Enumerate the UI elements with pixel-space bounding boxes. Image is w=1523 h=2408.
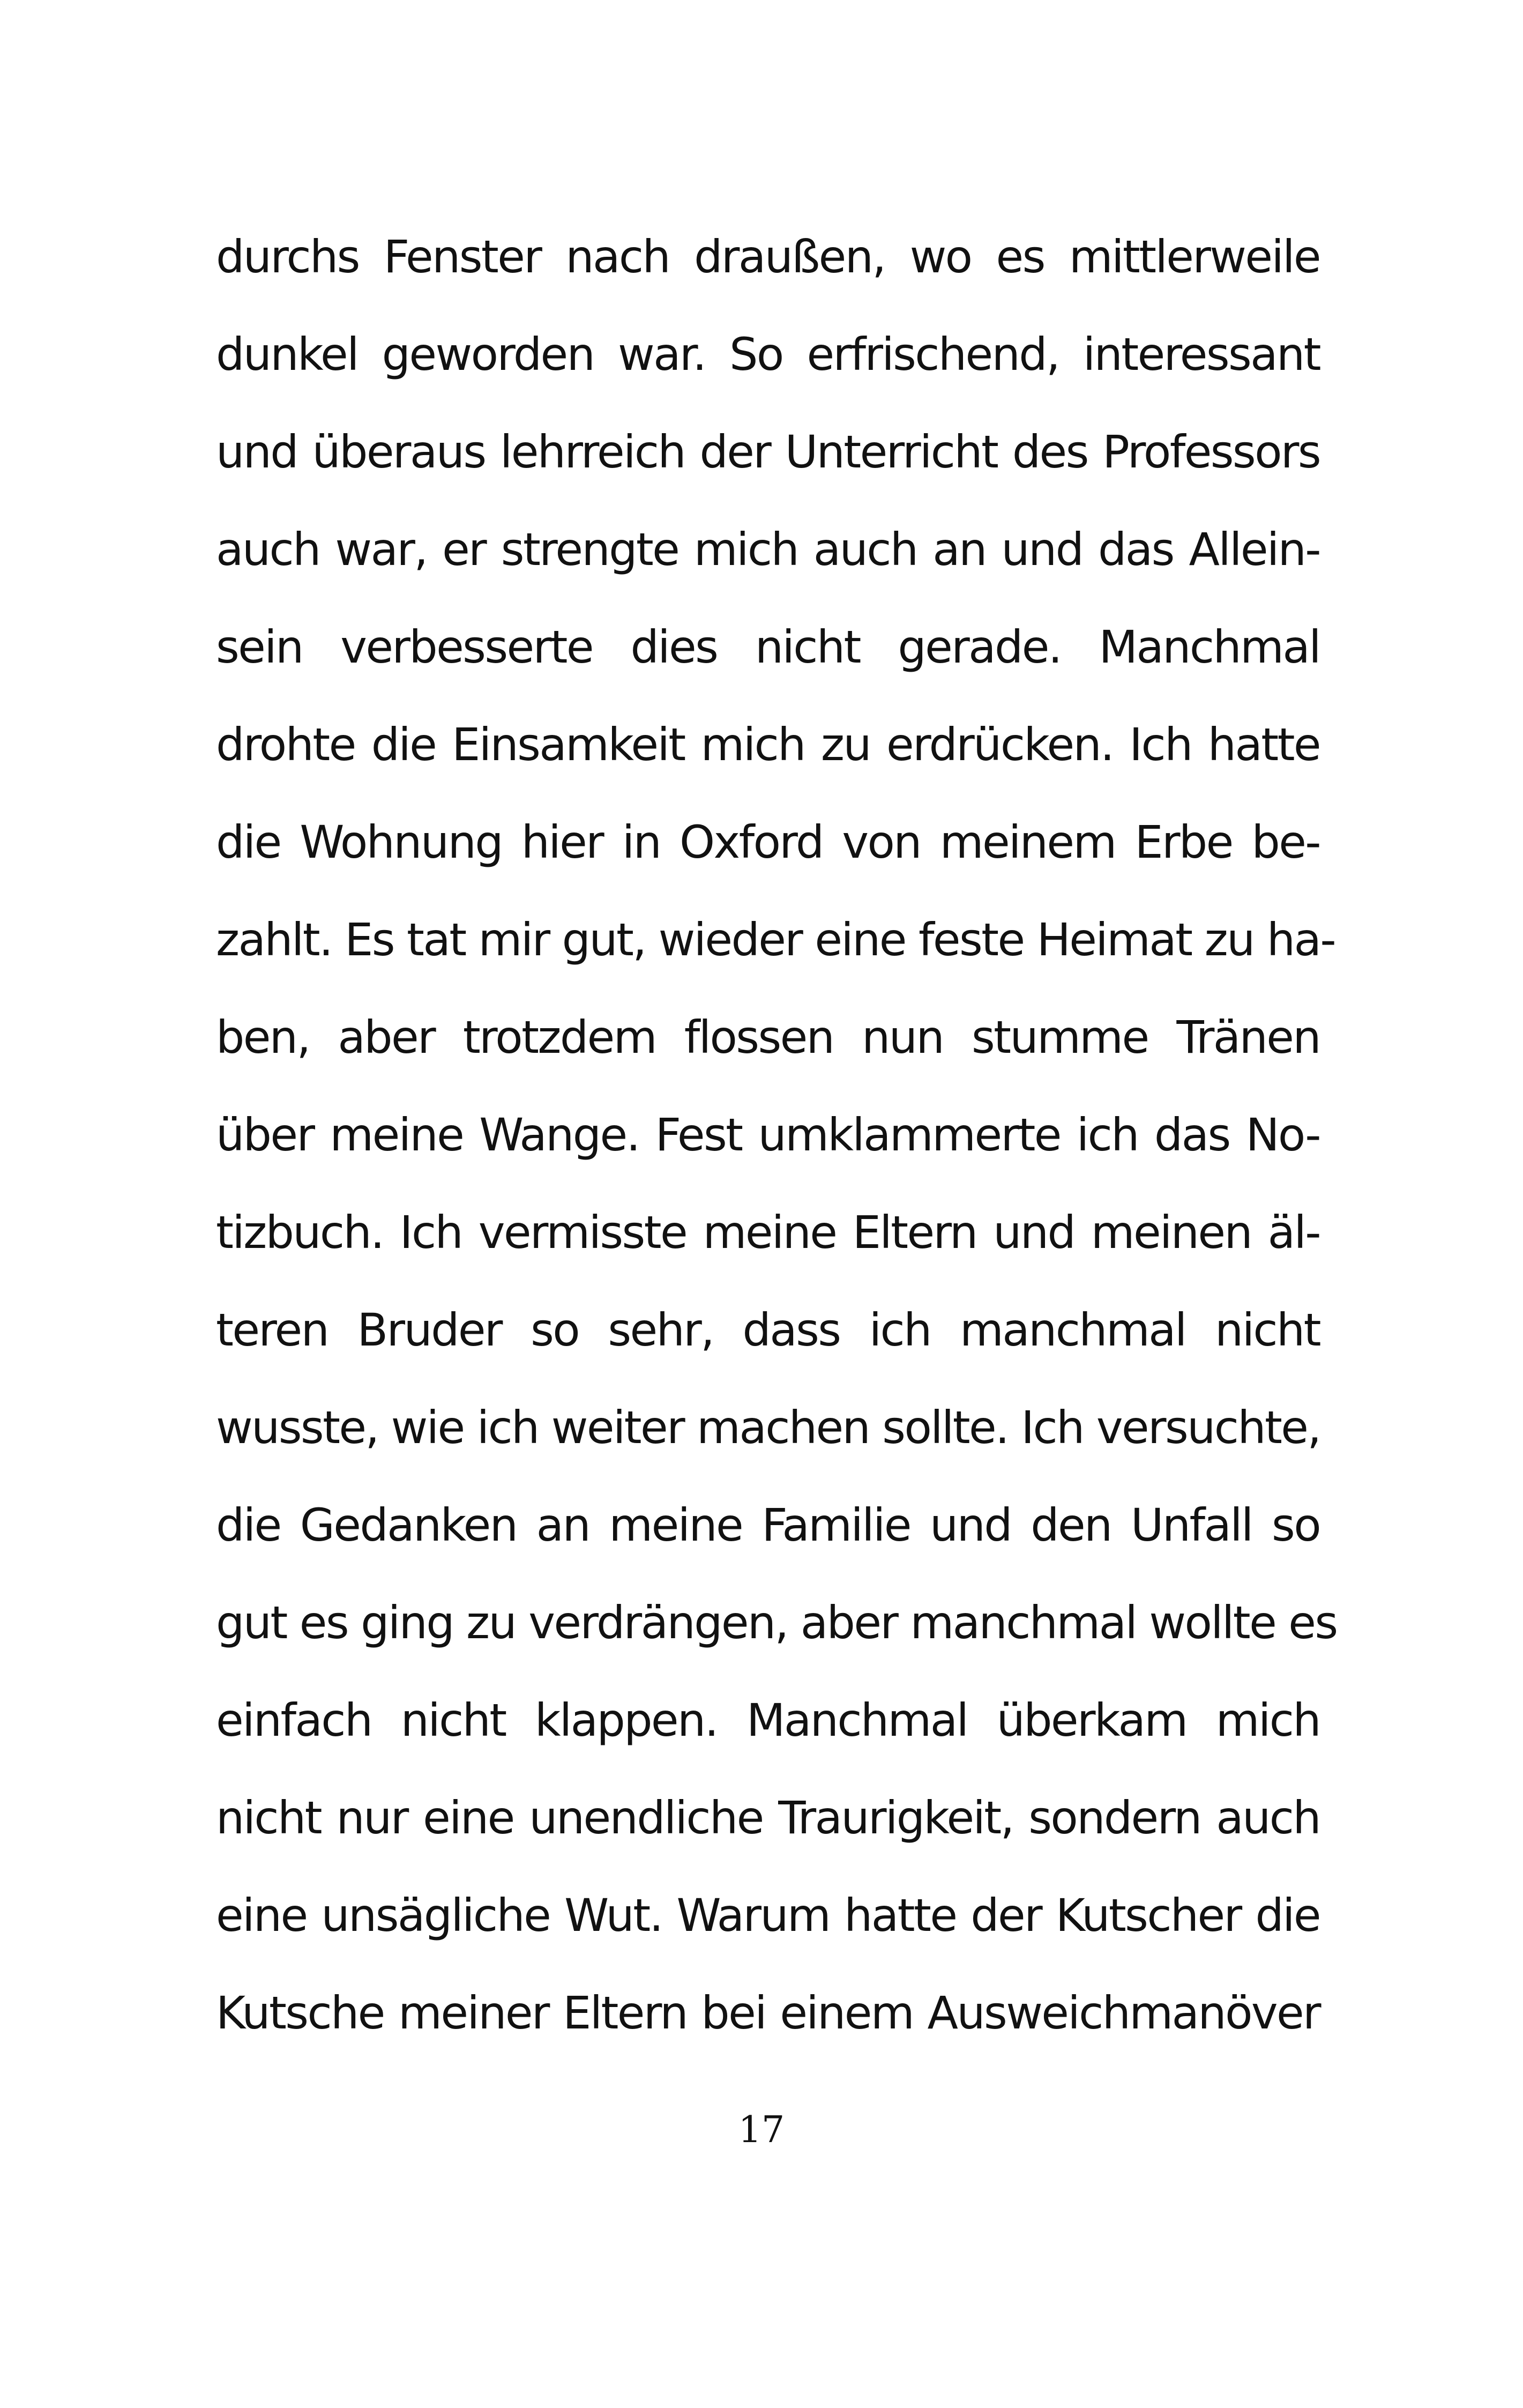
text-line: ben, aber trotzdem flossen nun stumme Tränen [216, 1011, 1320, 1064]
text-line: nicht nur eine unendliche Traurigkeit, sondern auch [216, 1792, 1320, 1844]
text-line: auch war, er strengte mich auch an und das Allein- [216, 523, 1320, 576]
text-line: Kutsche meiner Eltern bei einem Ausweichmanöver [216, 1987, 1320, 2039]
page-number: 17 [738, 2109, 785, 2151]
text-line: drohte die Einsamkeit mich zu erdrücken. Ich hatte [216, 718, 1320, 771]
text-line: teren Bruder so sehr, dass ich manchmal nicht [216, 1304, 1320, 1356]
text-line: einfach nicht klappen. Manchmal überkam mich [216, 1694, 1320, 1746]
text-line: gut es ging zu verdrängen, aber manchmal wollte es [216, 1596, 1337, 1649]
text-line: eine unsägliche Wut. Warum hatte der Kutscher die [216, 1889, 1320, 1942]
text-line: durchs Fenster nach draußen, wo es mittlerweile [216, 231, 1320, 283]
text-line: sein verbesserte dies nicht gerade. Manchmal [216, 621, 1320, 673]
text-line: die Wohnung hier in Oxford von meinem Erbe be- [216, 816, 1320, 868]
text-line: tizbuch. Ich vermisste meine Eltern und meinen äl- [216, 1206, 1320, 1259]
text-line: dunkel geworden war. So erfrischend, interessant [216, 328, 1320, 381]
text-line: wusste, wie ich weiter machen sollte. Ich versuchte, [216, 1401, 1320, 1454]
text-line: über meine Wange. Fest umklammerte ich das No- [216, 1109, 1320, 1161]
text-line: zahlt. Es tat mir gut, wieder eine feste Heimat zu ha- [216, 913, 1335, 966]
text-line: die Gedanken an meine Familie und den Unfall so [216, 1499, 1320, 1551]
body-text [216, 208, 1337, 2062]
text-line: und überaus lehrreich der Unterricht des Professors [216, 426, 1320, 478]
